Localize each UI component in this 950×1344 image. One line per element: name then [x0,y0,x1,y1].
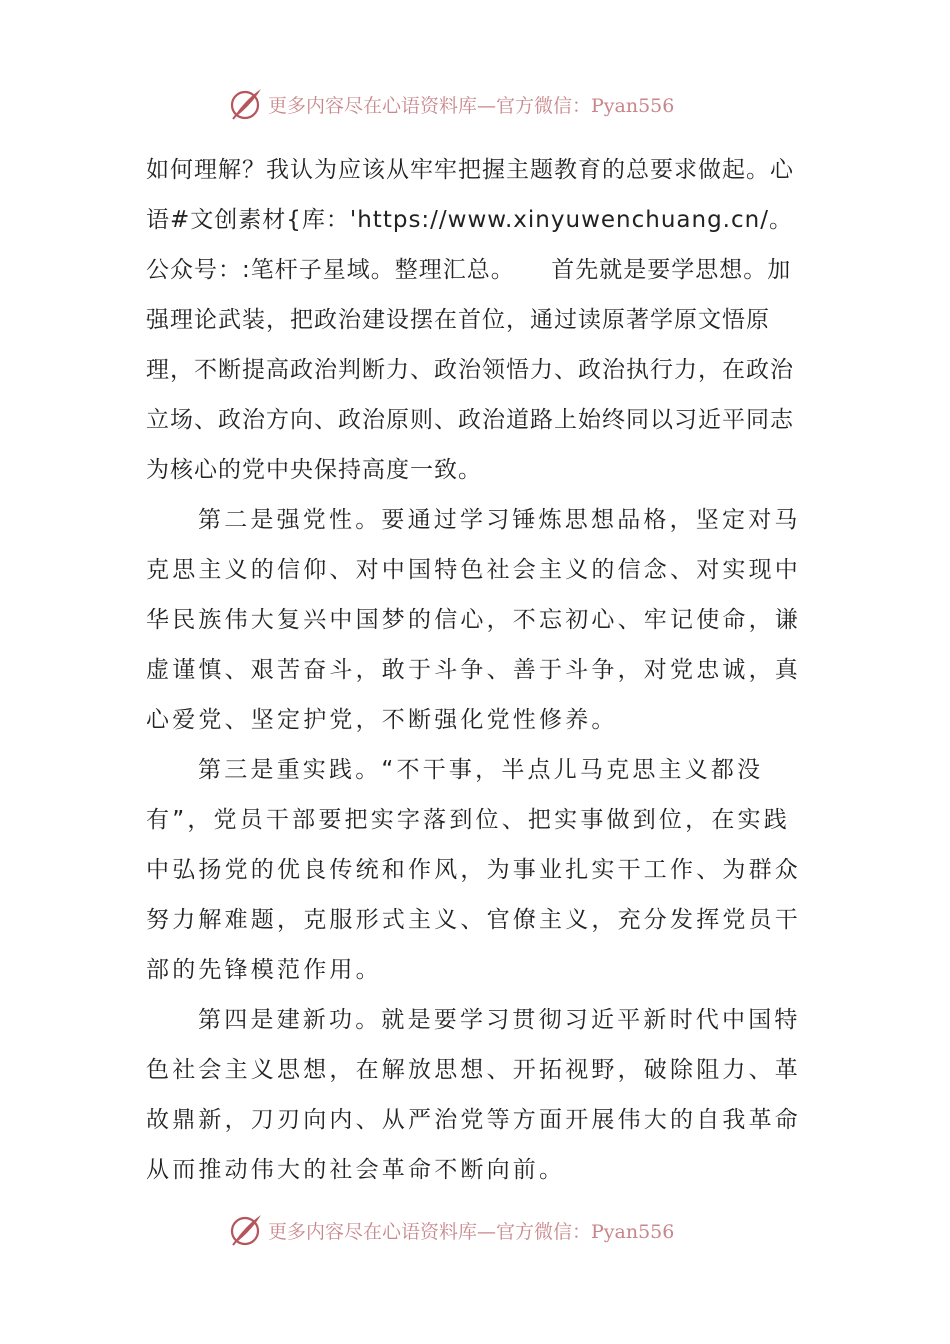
paragraph: 第四是建新功。就是要学习贯彻习近平新时代中国特色社会主义思想，在解放思想、开拓视野，破除阻力、革故鼎新，刀刃向内、从严治党等方面开展伟大的自我革命从而推动伟大的社会革命不断向前。 [146,1007,801,1183]
document-body [146,145,808,1195]
paragraph: 第二是强党性。要通过学习锤炼思想品格，坚定对马克思主义的信仰、对中国特色社会主义的信念、对实现中华民族伟大复兴中国梦的信心，不忘初心、牢记使命，谦虚谨慎、艰苦奋斗，敢于斗争、善于斗争，对党忠诚，真心爱党、坚定护党，不断强化党性修养。 [146,507,801,733]
quill-logo-icon [228,86,264,122]
paragraph: 第三是重实践。“不干事，半点儿马克思主义都没有”，党员干部要把实字落到位、把实事做到位，在实践中弘扬党的优良传统和作风，为事业扎实干工作、为群众努力解难题，克服形式主义、官僚主义，充分发挥党员干部的先锋模范作用。 [146,757,801,983]
paragraph: 如何理解？我认为应该从牢牢把握主题教育的总要求做起。心语#文创素材{库：'https://www.xinyuwenchuang.cn/。公众号：:笔杆子星域。整理汇总。 首先就是要学思想。加强理论武装，把政治建设摆在首位，通过读原著学原文悟原理，不断提高政治判断力、政治领悟力、政治执行力，在政治立场、政治方向、政治原则、政治道路上始终同以习近平同志为核心的党中央保持高度一致。 [146,157,794,483]
banner-text: 更多内容尽在心语资料库—官方微信：Pyan556 [268,94,675,117]
banner-text: 更多内容尽在心语资料库—官方微信：Pyan556 [268,1220,675,1243]
footer-banner [228,1210,748,1250]
header-banner [228,84,748,124]
quill-logo-icon [228,1212,264,1248]
